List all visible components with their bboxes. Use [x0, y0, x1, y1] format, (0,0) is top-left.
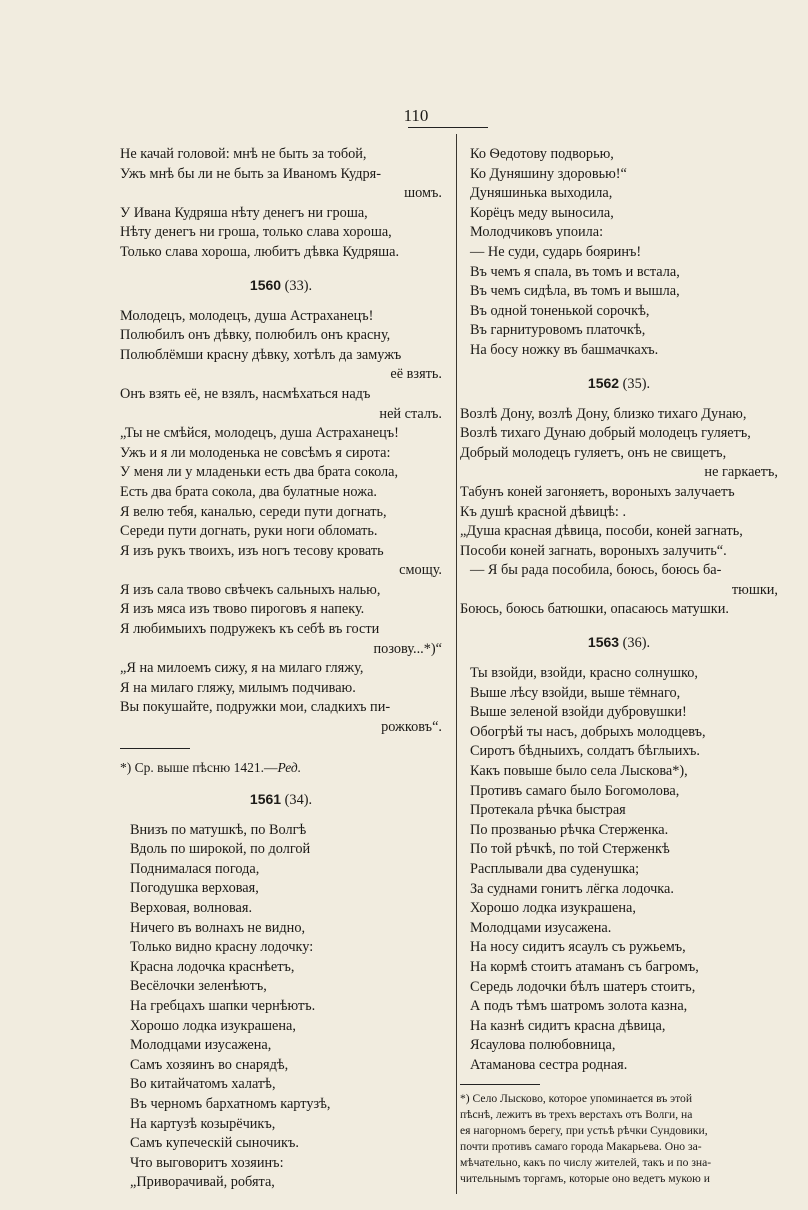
- verse-line: Расплывали два суденушка;: [470, 861, 640, 877]
- verse-line: Какъ повыше было села Лыскова*),: [470, 763, 688, 780]
- verse-line: Есть два брата сокола, два булатные ножа.: [120, 483, 378, 500]
- verse-line: На босу ножку въ башмачкахъ.: [470, 341, 659, 358]
- verse-line: По прозванью рѣчка Стерженка.: [470, 821, 669, 838]
- verse-line: Самъ купеческій сыночикъ.: [130, 1135, 299, 1152]
- verse-line: Вы покушайте, подружки мои, сладкихъ пи-: [120, 699, 391, 716]
- verse-line: Во китайчатомъ халатѣ,: [130, 1076, 276, 1093]
- verse-line: ней сталъ.: [379, 405, 442, 422]
- footnote-rule: [460, 1084, 540, 1085]
- verse-line: Въ одной тоненькой сорочкѣ,: [470, 302, 650, 319]
- verse-line: шомъ.: [404, 185, 442, 202]
- footnote-right: [460, 1084, 778, 1187]
- verse-line: Онъ взять её, не взялъ, насмѣхаться надъ: [120, 385, 371, 402]
- verse-line: А подъ тѣмъ шатромъ золота казна,: [470, 998, 688, 1015]
- verse-line: Хорошо лодка изукрашена,: [470, 900, 636, 917]
- verse-line: тюшки,: [731, 581, 778, 598]
- column-divider: [456, 134, 457, 1194]
- verse-line: На кормѣ стоитъ атаманъ съ багромъ,: [470, 958, 699, 975]
- song-number: 1560: [249, 276, 282, 293]
- verse-line: — Я бы рада пособила, боюсь, боюсь ба-: [470, 562, 722, 579]
- verse-line: На картузѣ козырёчикъ,: [130, 1115, 276, 1132]
- verse-line: За суднами гонитъ лёгка лодочка.: [470, 880, 674, 897]
- verse-line: Красна лодочка краснѣетъ,: [130, 958, 295, 975]
- verse-line: „Душа красная дѣвица, пособи, коней загнать,: [460, 523, 743, 540]
- song-1561-ending: [460, 145, 778, 361]
- verse-line: Выше зеленой взойди дубровушки!: [470, 704, 687, 721]
- verse-line: На гребцахъ шапки чернѣютъ.: [130, 997, 316, 1014]
- verse-line: Атаманова сестра родная.: [470, 1056, 628, 1073]
- song-subnumber: (34).: [284, 791, 313, 808]
- verse-line: Я изъ сала твово свѣчекъ сальныхъ налью,: [120, 581, 381, 598]
- song-subnumber: (33).: [284, 277, 313, 294]
- verse-line: Боюсь, боюсь батюшки, опасаюсь матушки.: [460, 601, 729, 618]
- verse-line: Въ чемъ сидѣла, въ томъ и вышла,: [470, 283, 680, 300]
- song-1561-text: [120, 821, 442, 1193]
- page-number: 110: [403, 106, 429, 125]
- verse-line: позову...*)“: [373, 640, 442, 657]
- verse-line: Я велю тебя, каналью, середи пути догнать,: [120, 503, 387, 520]
- verse-line: Пособи коней загнать, вороныхъ залучить“.: [460, 542, 727, 559]
- footnote-text: *) Ср. выше пѣсню 1421.—: [120, 759, 278, 775]
- verse-line: Возлѣ Дону, возлѣ Дону, близко тихаго Дунаю,: [460, 405, 747, 422]
- verse-line: Нѣту денегъ ни гроша, только слава хороша,: [120, 224, 392, 241]
- verse-line: её взять.: [390, 366, 442, 383]
- song-number: 1562: [587, 374, 620, 391]
- verse-line: Поднималася погода,: [130, 860, 260, 877]
- verse-line: Я на милаго гляжу, милымъ подчиваю.: [120, 679, 356, 696]
- verse-line: Внизъ по матушкѣ, по Волгѣ: [130, 821, 307, 838]
- footnote-editor-mark: Ред.: [277, 759, 302, 775]
- song-1559-ending: [120, 145, 442, 263]
- verse-line: Что выговоритъ хозяинъ:: [130, 1154, 284, 1171]
- footnote-line: *) Село Лысково, которое упоминается въ этой: [460, 1091, 693, 1105]
- song-number: 1563: [587, 634, 620, 651]
- footnote-lines: [460, 1091, 778, 1187]
- footnote-rule: [120, 748, 190, 749]
- verse-line: Ничего въ волнахъ не видно,: [130, 919, 306, 936]
- verse-line: Только слава хороша, любитъ дѣвка Кудряша.: [120, 243, 400, 260]
- verse-line: Возлѣ тихаго Дунаю добрый молодецъ гуляетъ,: [460, 425, 751, 442]
- verse-line: По той рѣчкѣ, по той Стерженкѣ: [470, 841, 670, 858]
- verse-line: Самъ хозяинъ во снарядѣ,: [130, 1056, 289, 1073]
- right-column: [460, 145, 778, 1187]
- verse-line: Протекала рѣчка быстрая: [470, 802, 626, 819]
- verse-line: Табунъ коней загоняетъ, вороныхъ залучаетъ: [460, 483, 735, 500]
- verse-line: Хорошо лодка изукрашена,: [130, 1017, 296, 1034]
- verse-line: „Ты не смѣйся, молодецъ, душа Астраханецъ!: [120, 425, 399, 442]
- verse-line: Ужъ мнѣ бы ли не быть за Иваномъ Кудря-: [120, 165, 381, 182]
- verse-line: рожковъ“.: [381, 719, 442, 736]
- verse-line: Молодчиковъ упоила:: [470, 224, 604, 241]
- footnote-line: ея нагорномъ берегу, при устьѣ рѣчки Сундовики,: [460, 1123, 708, 1137]
- verse-line: Въ чемъ я спала, въ томъ и встала,: [470, 263, 680, 280]
- song-1560-text: [120, 307, 442, 738]
- verse-line: Добрый молодецъ гуляетъ, онъ не свищетъ,: [460, 444, 727, 461]
- verse-line: „Приворачивай, робята,: [130, 1174, 275, 1191]
- verse-line: — Не суди, сударь бояринъ!: [470, 243, 642, 260]
- verse-line: смощу.: [399, 562, 442, 579]
- verse-line: Я изъ мяса изъ твово пироговъ я напеку.: [120, 601, 365, 618]
- verse-line: На носу сидитъ ясаулъ съ ружьемъ,: [470, 939, 686, 956]
- verse-line: Обогрѣй ты насъ, добрыхъ молодцевъ,: [470, 723, 706, 740]
- verse-line: „Я на милоемъ сижу, я на милаго гляжу,: [120, 660, 364, 677]
- verse-line: Середь лодочки бѣлъ шатеръ стоитъ,: [470, 978, 696, 995]
- verse-line: Только видно красну лодочку:: [130, 939, 314, 956]
- verse-line: Вдоль по широкой, по долгой: [130, 841, 311, 858]
- song-1563-heading: [460, 624, 778, 660]
- verse-line: Сиротъ бѣдныихъ, солдатъ бѣглыихъ.: [470, 743, 700, 760]
- verse-line: не гаркаетъ,: [704, 464, 778, 481]
- verse-line: Къ душѣ красной дѣвицѣ: .: [460, 503, 627, 520]
- song-number: 1561: [249, 790, 282, 807]
- verse-line: Не качай головой: мнѣ не быть за тобой,: [120, 146, 367, 162]
- song-1560-heading: [120, 267, 442, 303]
- verse-line: Ко Дуняшину здоровью!“: [470, 165, 627, 182]
- footnote-line: мѣчательно, какъ по числу жителей, такъ и по зна-: [460, 1155, 712, 1169]
- verse-line: Молодецъ, молодецъ, душа Астраханецъ!: [120, 307, 374, 324]
- verse-line: Дуняшинька выходила,: [470, 185, 613, 202]
- verse-line: Выше лѣсу взойди, выше тёмнаго,: [470, 684, 681, 701]
- verse-line: Ты взойди, взойди, красно солнушко,: [470, 665, 698, 682]
- verse-line: У меня ли у младеньки есть два брата сокола,: [120, 464, 399, 481]
- verse-line: Ко Ѳедотову подворью,: [470, 146, 614, 162]
- song-1562-text: [460, 405, 778, 621]
- song-1562-heading: [460, 365, 778, 401]
- verse-line: Полюбилъ онъ дѣвку, полюбилъ онъ красну,: [120, 327, 391, 344]
- verse-line: Полюблёмши красну дѣвку, хотѣлъ да замужъ: [120, 346, 402, 363]
- verse-line: Въ черномъ бархатномъ картузѣ,: [130, 1095, 331, 1112]
- song-1563-text: [460, 664, 778, 1075]
- verse-line: Молодцами изусажена,: [130, 1037, 272, 1054]
- verse-line: Верховая, волновая.: [130, 900, 253, 916]
- verse-line: У Ивана Кудряша нѣту денегъ ни гроша,: [120, 204, 368, 221]
- verse-line: Ясаулова полюбовница,: [470, 1037, 616, 1054]
- verse-line: Погодушка верховая,: [130, 880, 259, 897]
- verse-line: Молодцами изусажена.: [470, 919, 612, 936]
- song-subnumber: (36).: [622, 635, 651, 652]
- verse-line: Я любимыихъ подружекъ къ себѣ въ гости: [120, 621, 380, 638]
- verse-line: Противъ самаго было Богомолова,: [470, 782, 680, 799]
- page-number-rule: [408, 127, 488, 128]
- footnote-line: пѣснѣ, лежитъ въ трехъ верстахъ отъ Волги, на: [460, 1107, 693, 1121]
- verse-line: Корёцъ меду выносила,: [470, 204, 614, 221]
- left-column: [120, 145, 442, 1193]
- song-subnumber: (35).: [622, 375, 651, 392]
- footnote-line: чительнымъ торгамъ, которые оно ведетъ мукою и: [460, 1171, 710, 1185]
- verse-line: Весёлочки зеленѣютъ,: [130, 978, 267, 995]
- verse-line: Въ гарнитуровомъ платочкѣ,: [470, 322, 646, 339]
- footnote-line: почти противъ самаго города Макарьева. Оно за-: [460, 1139, 702, 1153]
- song-1561-heading: [120, 781, 442, 817]
- verse-line: Ужъ и я ли молоденька не совсѣмъ я сирота:: [120, 444, 391, 461]
- verse-line: Я изъ рукъ твоихъ, изъ ногъ тесову кровать: [120, 542, 384, 559]
- verse-line: На казнѣ сидитъ красна дѣвица,: [470, 1017, 666, 1034]
- footnote-left: [120, 759, 442, 777]
- verse-line: Середи пути догнать, руки ноги обломать.: [120, 523, 378, 540]
